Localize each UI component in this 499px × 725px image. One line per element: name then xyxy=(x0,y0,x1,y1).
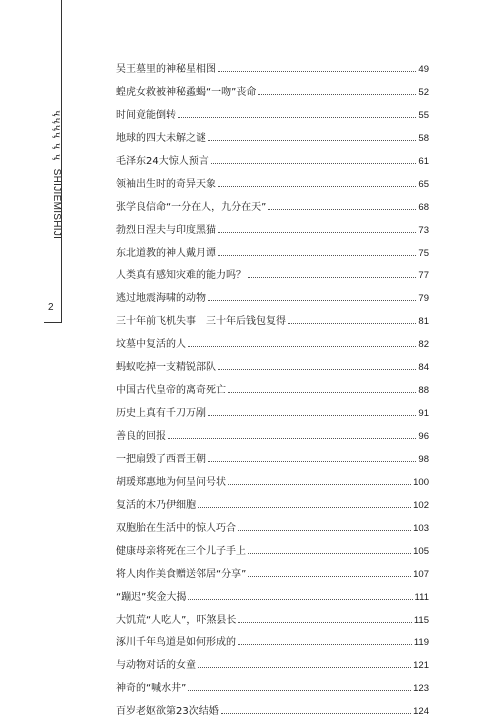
toc-entry-page-number: 119 xyxy=(413,637,429,649)
toc-entry-title: 张学良信命“一分在人，九分在天” xyxy=(116,201,267,213)
toc-entry-title: 坟墓中复活的人 xyxy=(116,339,186,351)
running-head-script: ҷҷҷҷ ҷ ҷ xyxy=(51,110,62,161)
toc-entry-title: 吴王墓里的神秘星相图 xyxy=(116,64,216,75)
dot-leader xyxy=(218,186,416,187)
running-head xyxy=(50,110,62,239)
table-of-contents xyxy=(116,60,429,725)
dot-leader xyxy=(208,415,416,416)
toc-entry-title: 复活的木乃伊细胞 xyxy=(116,499,196,511)
dot-leader xyxy=(258,94,416,95)
toc-entry-title: 健康母亲将死在三个儿子手上 xyxy=(116,545,246,557)
toc-entry-page-number: 73 xyxy=(418,224,429,236)
toc-entry-title: 将人肉作美食赠送邻居“分享” xyxy=(116,568,247,580)
toc-entry-title: 三十年前飞机失事 三十年后钱包复得 xyxy=(116,316,286,328)
toc-entry[interactable] xyxy=(116,519,429,542)
toc-entry[interactable] xyxy=(116,565,429,588)
toc-entry-page-number: 88 xyxy=(418,385,429,397)
toc-entry[interactable] xyxy=(116,588,429,611)
toc-entry-page-number: 91 xyxy=(418,408,429,420)
dot-leader xyxy=(218,232,416,233)
dot-leader xyxy=(248,576,411,577)
dot-leader xyxy=(248,277,416,278)
toc-entry[interactable] xyxy=(116,289,429,312)
toc-entry-title: 历史上真有千刀万剐 xyxy=(116,408,206,420)
toc-entry[interactable] xyxy=(116,404,429,427)
toc-entry[interactable] xyxy=(116,129,429,152)
dot-leader xyxy=(208,140,416,141)
dot-leader xyxy=(218,369,416,370)
toc-entry-title: 时间竟能倒转 xyxy=(116,109,176,121)
toc-entry-title: 一把扇毁了西晋王朝 xyxy=(116,453,206,465)
toc-entry-title: 大饥荒“人吃人”，吓煞县长 xyxy=(116,614,237,626)
toc-entry-page-number: 98 xyxy=(418,453,429,465)
toc-entry-page-number: 102 xyxy=(413,499,429,511)
toc-entry-page-number: 79 xyxy=(418,293,429,305)
toc-entry-page-number: 52 xyxy=(418,86,429,98)
toc-entry-title: 领袖出生时的奇异天象 xyxy=(116,178,216,190)
toc-entry[interactable] xyxy=(116,106,429,129)
dot-leader xyxy=(218,71,416,72)
dot-leader xyxy=(228,392,416,393)
toc-entry[interactable] xyxy=(116,381,429,404)
dot-leader xyxy=(238,644,412,645)
running-head-latin: SHIJIEMISHIJI xyxy=(51,168,62,240)
toc-entry-page-number: 121 xyxy=(413,660,429,672)
dot-leader xyxy=(228,484,411,485)
toc-entry-page-number: 55 xyxy=(418,109,429,121)
toc-entry-title: 与动物对话的女童 xyxy=(116,660,196,672)
toc-entry-page-number: 82 xyxy=(418,339,429,351)
dot-leader xyxy=(221,713,411,714)
dot-leader xyxy=(288,323,416,324)
dot-leader xyxy=(188,599,412,600)
toc-entry-page-number: 58 xyxy=(418,132,429,144)
toc-entry-title: 逃过地震海啸的动物 xyxy=(116,293,206,305)
toc-entry[interactable] xyxy=(116,83,429,106)
toc-entry-page-number: 84 xyxy=(418,362,429,374)
toc-entry-page-number: 100 xyxy=(413,476,429,488)
toc-entry[interactable] xyxy=(116,358,429,381)
toc-entry-title: “蹦迟”奖金大揭 xyxy=(116,591,187,603)
toc-entry-title: 胡瑗郑惠地为何呈问号状 xyxy=(116,476,226,488)
toc-entry-title: 勃烈日涅夫与印度黑猫 xyxy=(116,224,216,236)
toc-entry[interactable] xyxy=(116,427,429,450)
dot-leader xyxy=(218,255,416,256)
toc-entry[interactable] xyxy=(116,496,429,519)
toc-entry[interactable] xyxy=(116,679,429,702)
toc-entry-title: 地球的四大未解之谜 xyxy=(116,132,206,144)
toc-entry[interactable] xyxy=(116,312,429,335)
toc-entry-page-number: 77 xyxy=(418,270,429,282)
page-number: 2 xyxy=(48,302,54,313)
toc-entry-page-number: 115 xyxy=(413,614,429,626)
toc-entry-page-number: 61 xyxy=(418,155,429,167)
toc-entry-title: 双胞胎在生活中的惊人巧合 xyxy=(116,522,236,534)
toc-entry-title: 人类真有感知灾难的能力吗？ xyxy=(116,270,246,282)
toc-entry-title: 蝗虎女救被神秘蟊蝎“一吻”丧命 xyxy=(116,86,257,98)
toc-entry[interactable] xyxy=(116,60,429,83)
toc-entry-page-number: 81 xyxy=(418,316,429,328)
toc-entry-title: 涿川千年鸟道是如何形成的 xyxy=(116,637,236,649)
dot-leader xyxy=(198,667,411,668)
toc-entry-page-number: 111 xyxy=(414,591,429,603)
dot-leader xyxy=(208,461,416,462)
toc-entry[interactable] xyxy=(116,198,429,221)
toc-entry-page-number: 65 xyxy=(418,178,429,190)
toc-entry[interactable] xyxy=(116,266,429,289)
toc-entry-title: 毛泽东24大惊人预言 xyxy=(116,155,209,167)
dot-leader xyxy=(248,553,411,554)
toc-entry[interactable] xyxy=(116,611,429,634)
toc-entry-page-number: 124 xyxy=(413,706,429,718)
toc-entry[interactable] xyxy=(116,221,429,244)
toc-entry[interactable] xyxy=(116,335,429,358)
toc-entry-page-number: 96 xyxy=(418,431,429,442)
toc-entry-page-number: 75 xyxy=(418,247,429,259)
toc-entry-title: 中国古代皇帝的离奇死亡 xyxy=(116,385,226,397)
dot-leader xyxy=(168,438,416,439)
toc-entry-title: 蚂蚁吃掉一支精锐部队 xyxy=(116,362,216,374)
toc-entry[interactable] xyxy=(116,542,429,565)
toc-entry-title: 神奇的“喊水井” xyxy=(116,683,187,695)
toc-entry[interactable] xyxy=(116,633,429,656)
dot-leader xyxy=(188,690,411,691)
dot-leader xyxy=(238,622,411,623)
toc-entry-title: 善良的回报 xyxy=(116,431,166,442)
toc-entry[interactable] xyxy=(116,152,429,175)
toc-entry-page-number: 123 xyxy=(413,683,429,695)
toc-entry-page-number: 49 xyxy=(418,64,429,75)
toc-entry[interactable] xyxy=(116,473,429,496)
dot-leader xyxy=(268,209,416,210)
toc-entry[interactable] xyxy=(116,244,429,267)
dot-leader xyxy=(211,163,417,164)
dot-leader xyxy=(198,507,411,508)
dot-leader xyxy=(238,530,411,531)
toc-entry[interactable] xyxy=(116,450,429,473)
margin-tick xyxy=(44,322,62,323)
toc-entry-page-number: 68 xyxy=(418,201,429,213)
toc-entry-title: 东北道教的神人戴月谭 xyxy=(116,247,216,259)
toc-entry-page-number: 103 xyxy=(413,522,429,534)
toc-entry-page-number: 105 xyxy=(413,545,429,557)
dot-leader xyxy=(188,346,416,347)
toc-entry[interactable] xyxy=(116,702,429,725)
dot-leader xyxy=(178,117,416,118)
dot-leader xyxy=(208,300,416,301)
toc-entry-title: 百岁老妪欲第23次结婚 xyxy=(116,706,219,718)
toc-entry[interactable] xyxy=(116,175,429,198)
toc-entry[interactable] xyxy=(116,656,429,679)
toc-entry-page-number: 107 xyxy=(413,568,429,580)
